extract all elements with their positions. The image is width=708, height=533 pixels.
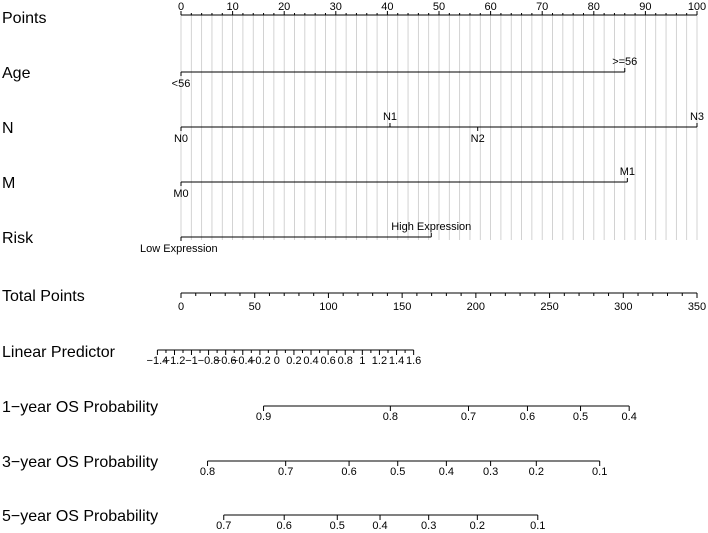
prob-axis-2-tick-label-1: 0.7 <box>278 466 294 478</box>
linear-predictor-tick-label-13: 1.2 <box>371 355 388 367</box>
risk-level-label-high-expression: High Expression <box>391 221 472 233</box>
points-tick-label-30: 30 <box>329 1 342 13</box>
prob-axis-1-tick-label-5: 0.4 <box>621 411 637 423</box>
linear-predictor-tick-label-14: 1.4 <box>388 355 405 367</box>
n-row-label: N <box>2 120 14 137</box>
total-points-tick-label-50: 50 <box>248 301 261 313</box>
points-tick-label-10: 10 <box>226 1 239 13</box>
linear-predictor-tick-label-10: 0.6 <box>320 355 336 367</box>
points-tick-label-70: 70 <box>536 1 549 13</box>
prob-axis-2-tick-label-0: 0.8 <box>199 466 216 478</box>
age-level-label-56: >=56 <box>612 56 638 68</box>
total-points-axis-label: Total Points <box>2 288 85 305</box>
n-level-label-n3: N3 <box>689 111 705 123</box>
prob-axis-3-tick-label-4: 0.3 <box>421 520 437 532</box>
points-axis-label: Points <box>2 10 47 27</box>
prob-axis-3-tick-label-2: 0.5 <box>329 520 345 532</box>
n-level-label-n2: N2 <box>470 133 485 145</box>
risk-level-label-low-expression: Low Expression <box>140 243 218 255</box>
total-points-tick-label-0: 0 <box>177 301 185 313</box>
linear-predictor-tick-label-3: −0.8 <box>197 355 220 367</box>
prob-axis-2-tick-label-4: 0.4 <box>438 466 455 478</box>
prob-axis-3-tick-label-1: 0.6 <box>276 520 292 532</box>
prob-axis-1-tick-label-4: 0.5 <box>572 411 589 423</box>
linear-predictor-tick-label-8: 0.2 <box>286 355 302 367</box>
prob-axis-3-tick-label-0: 0.7 <box>216 520 232 532</box>
prob-axis-1-tick-label-1: 0.8 <box>382 411 398 423</box>
prob-axis-1-label: 1−year OS Probability <box>2 399 159 416</box>
prob-axis-2-tick-label-6: 0.2 <box>528 466 544 478</box>
linear-predictor-tick-label-6: −0.2 <box>249 355 271 367</box>
age-level-label-56: <56 <box>171 78 191 90</box>
prob-axis-3-tick-label-6: 0.1 <box>530 520 546 532</box>
total-points-tick-label-150: 150 <box>392 301 412 313</box>
m-level-label-m1: M1 <box>619 166 635 178</box>
linear-predictor-tick-label-12: 1 <box>359 355 366 367</box>
linear-predictor-tick-label-2: −1 <box>185 355 198 367</box>
prob-axis-2-label: 3−year OS Probability <box>2 454 159 471</box>
linear-predictor-tick-label-11: 0.8 <box>337 355 353 367</box>
points-tick-label-40: 40 <box>381 1 394 13</box>
linear-predictor-tick-label-1: −1.2 <box>163 355 186 367</box>
prob-axis-2-tick-label-2: 0.6 <box>341 466 357 478</box>
nomogram-axes <box>2 1 706 532</box>
risk-row-label: Risk <box>2 230 34 247</box>
linear-predictor-tick-label-4: −0.6 <box>214 355 237 367</box>
linear-predictor-tick-label-9: 0.4 <box>303 355 319 367</box>
total-points-tick-label-300: 300 <box>614 301 633 313</box>
m-level-label-m0: M0 <box>173 188 189 200</box>
prob-axis-2-tick-label-3: 0.5 <box>390 466 406 478</box>
linear-predictor-tick-label-7: 0 <box>273 355 280 367</box>
points-tick-label-50: 50 <box>432 1 446 13</box>
points-tick-label-0: 0 <box>177 1 185 13</box>
total-points-tick-label-100: 100 <box>319 301 338 313</box>
prob-axis-3-tick-label-3: 0.4 <box>372 520 388 532</box>
points-tick-label-60: 60 <box>484 1 497 13</box>
prob-axis-2-tick-label-7: 0.1 <box>592 466 608 478</box>
n-level-label-n1: N1 <box>382 111 398 123</box>
linear-predictor-tick-label-0: −1.4 <box>146 355 169 367</box>
points-tick-label-20: 20 <box>278 1 291 13</box>
total-points-tick-label-250: 250 <box>540 301 559 313</box>
prob-axis-3-tick-label-5: 0.2 <box>469 520 485 532</box>
age-row-label: Age <box>2 65 31 82</box>
prob-axis-3-label: 5−year OS Probability <box>2 508 159 525</box>
points-tick-label-90: 90 <box>639 1 652 13</box>
total-points-tick-label-350: 350 <box>687 301 707 313</box>
m-row-label: M <box>2 175 16 192</box>
total-points-tick-label-200: 200 <box>466 301 486 313</box>
n-level-label-n0: N0 <box>173 133 189 145</box>
points-tick-label-80: 80 <box>587 1 600 13</box>
prob-axis-1-tick-label-2: 0.7 <box>460 411 477 423</box>
linear-predictor-axis-label: Linear Predictor <box>2 344 115 361</box>
linear-predictor-tick-label-15: 1.6 <box>405 355 422 367</box>
prob-axis-2-tick-label-5: 0.3 <box>482 466 499 478</box>
points-tick-label-100: 100 <box>687 1 707 13</box>
prob-axis-1-tick-label-0: 0.9 <box>255 411 272 423</box>
prob-axis-1-tick-label-3: 0.6 <box>519 411 536 423</box>
linear-predictor-tick-label-5: −0.4 <box>231 355 254 367</box>
